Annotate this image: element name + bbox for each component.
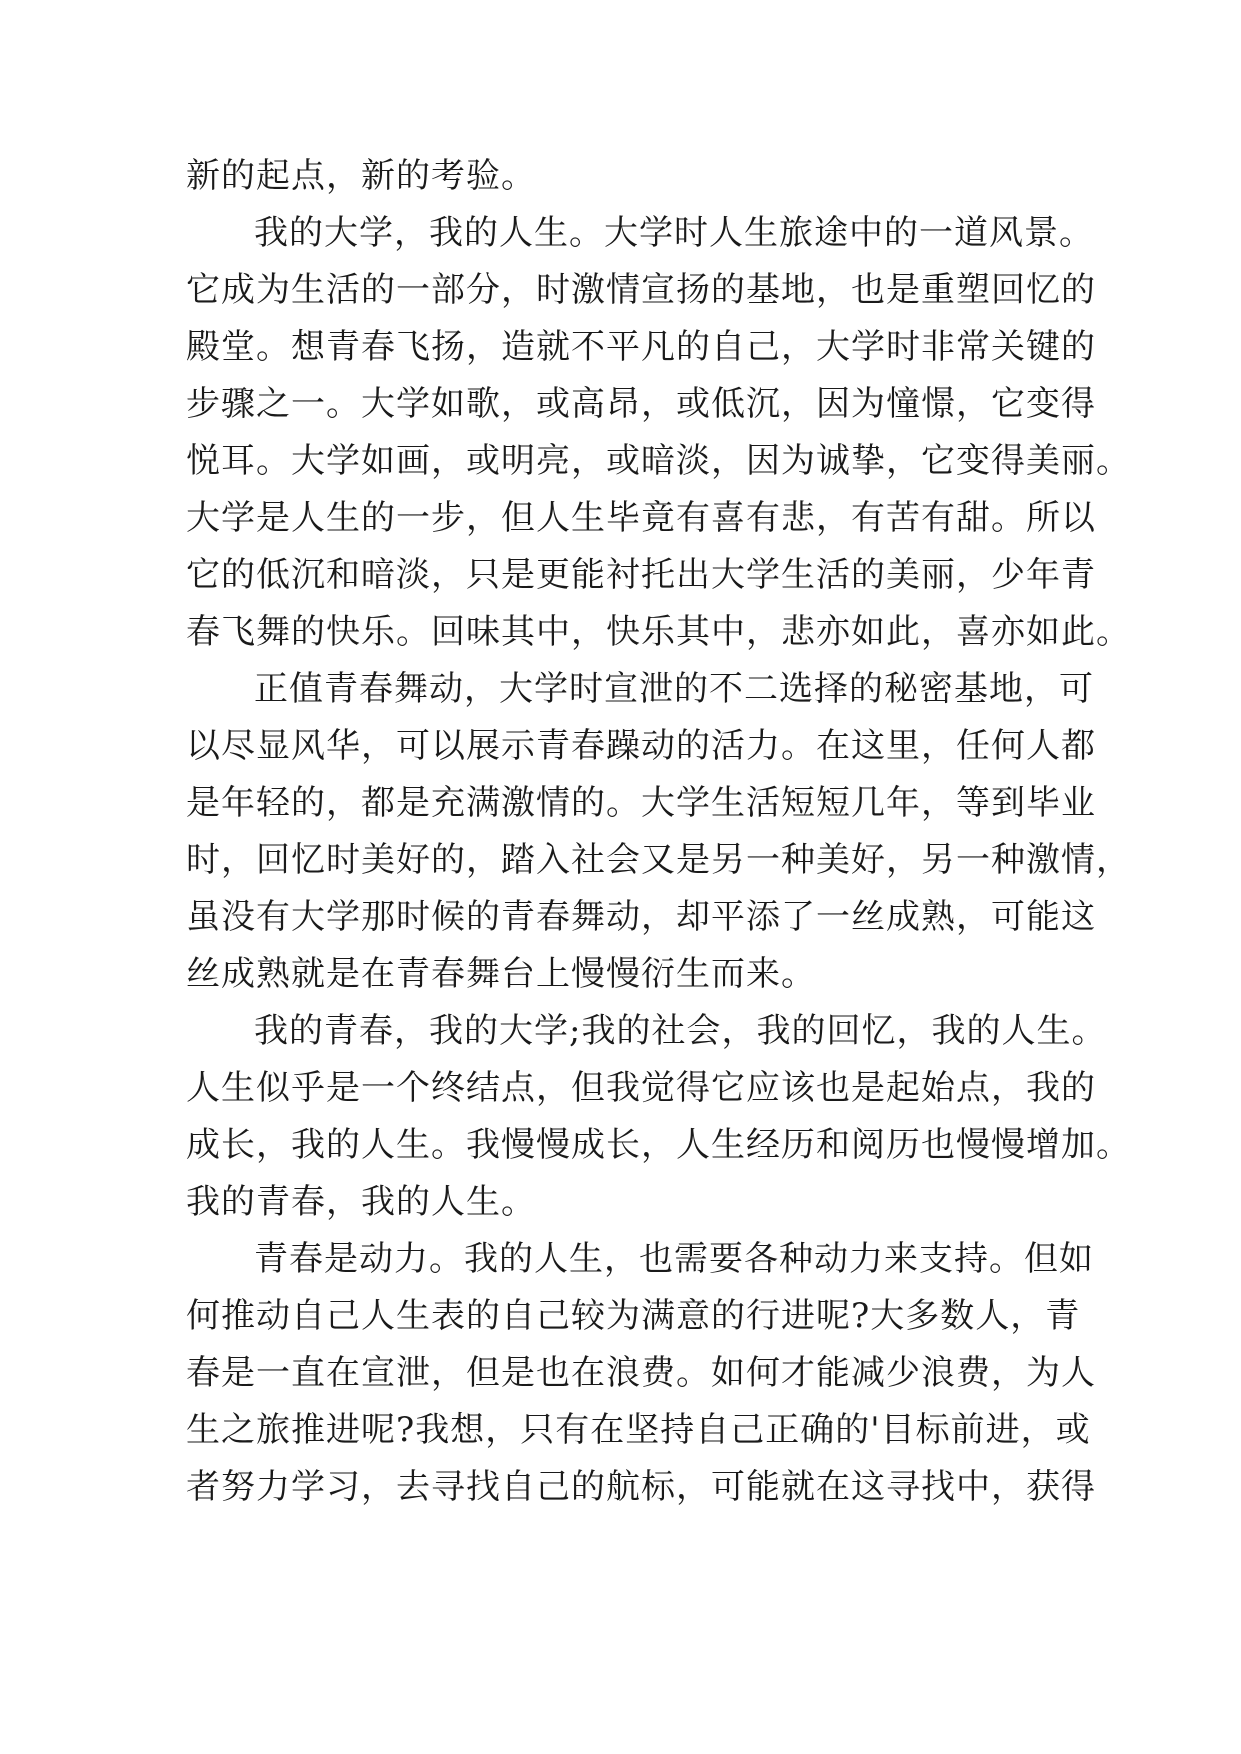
text-line: 殿堂。想青春飞扬，造就不平凡的自己，大学时非常关键的 [186,327,1096,367]
text-line: 何推动自己人生表的自己较为满意的行进呢?大多数人，青 [186,1296,1081,1336]
text-line: 大学是人生的一步，但人生毕竟有喜有悲，有苦有甜。所以 [186,498,1096,538]
text-line: 春是一直在宣泄，但是也在浪费。如何才能减少浪费，为人 [186,1353,1096,1393]
text-line: 虽没有大学那时候的青春舞动，却平添了一丝成熟，可能这 [186,897,1096,937]
text-line: 者努力学习，去寻找自己的航标，可能就在这寻找中，获得 [186,1467,1096,1507]
text-line: 步骤之一。大学如歌，或高昂，或低沉，因为憧憬，它变得 [186,384,1096,424]
text-line: 我的青春，我的人生。 [186,1182,536,1222]
text-line: 它的低沉和暗淡，只是更能衬托出大学生活的美丽，少年青 [186,555,1096,595]
text-line: 生之旅推进呢?我想，只有在坚持自己正确的'目标前进，或 [186,1410,1091,1450]
text-line: 时，回忆时美好的，踏入社会又是另一种美好，另一种激情， [186,840,1131,880]
paragraph-first-line: 正值青春舞动，大学时宣泄的不二选择的秘密基地，可 [254,669,1094,709]
text-line: 是年轻的，都是充满激情的。大学生活短短几年，等到毕业 [186,783,1096,823]
text-line: 成长，我的人生。我慢慢成长，人生经历和阅历也慢慢增加。 [186,1125,1131,1165]
paragraph-first-line: 我的大学，我的人生。大学时人生旅途中的一道风景。 [254,213,1094,253]
text-line: 丝成熟就是在青春舞台上慢慢衍生而来。 [186,954,816,994]
text-line: 悦耳。大学如画，或明亮，或暗淡，因为诚挚，它变得美丽。 [186,441,1131,481]
paragraph-first-line: 我的青春，我的大学;我的社会，我的回忆，我的人生。 [254,1011,1107,1051]
text-line: 人生似乎是一个终结点，但我觉得它应该也是起始点，我的 [186,1068,1096,1108]
text-line: 它成为生活的一部分，时激情宣扬的基地，也是重塑回忆的 [186,270,1096,310]
paragraph-first-line: 青春是动力。我的人生，也需要各种动力来支持。但如 [254,1239,1094,1279]
text-line: 以尽显风华，可以展示青春躁动的活力。在这里，任何人都 [186,726,1096,766]
text-line: 新的起点，新的考验。 [186,156,536,196]
text-line: 春飞舞的快乐。回味其中，快乐其中，悲亦如此，喜亦如此。 [186,612,1131,652]
